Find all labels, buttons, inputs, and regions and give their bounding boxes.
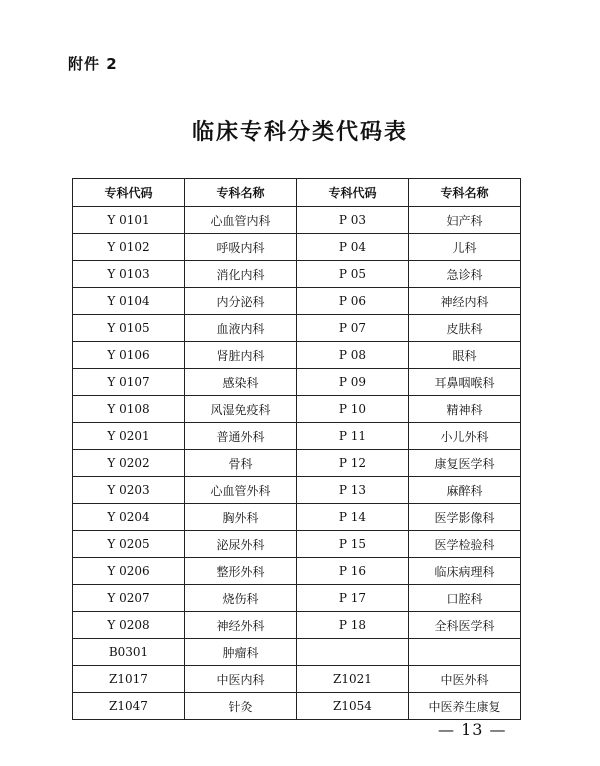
code-cell: P 10 (297, 396, 409, 423)
code-cell: Y 0205 (73, 531, 185, 558)
table-row (73, 477, 521, 504)
name-cell: 皮肤科 (409, 315, 521, 342)
name-cell: 感染科 (185, 369, 297, 396)
table-row (73, 585, 521, 612)
table-row (73, 342, 521, 369)
code-cell: Y 0105 (73, 315, 185, 342)
table-row (73, 369, 521, 396)
name-cell: 耳鼻咽喉科 (409, 369, 521, 396)
header-code-1: 专科代码 (73, 179, 185, 207)
code-cell: P 08 (297, 342, 409, 369)
code-cell: P 04 (297, 234, 409, 261)
code-cell: Y 0101 (73, 207, 185, 234)
name-cell: 肿瘤科 (185, 639, 297, 666)
table-row (73, 693, 521, 720)
code-cell: Y 0106 (73, 342, 185, 369)
table-header-row (73, 179, 521, 207)
code-cell: P 14 (297, 504, 409, 531)
header-name-1: 专科名称 (185, 179, 297, 207)
table-row (73, 504, 521, 531)
name-cell: 急诊科 (409, 261, 521, 288)
name-cell: 口腔科 (409, 585, 521, 612)
name-cell: 针灸 (185, 693, 297, 720)
table-row (73, 423, 521, 450)
table-body (73, 207, 521, 720)
code-cell: Z1017 (73, 666, 185, 693)
table-row (73, 558, 521, 585)
name-cell: 风湿免疫科 (185, 396, 297, 423)
code-cell: B0301 (73, 639, 185, 666)
header-name-2: 专科名称 (409, 179, 521, 207)
code-cell: Z1054 (297, 693, 409, 720)
name-cell: 中医内科 (185, 666, 297, 693)
name-cell: 消化内科 (185, 261, 297, 288)
name-cell: 小儿外科 (409, 423, 521, 450)
code-cell: Y 0108 (73, 396, 185, 423)
header-code-2: 专科代码 (297, 179, 409, 207)
table-row (73, 207, 521, 234)
table-row (73, 639, 521, 666)
code-cell: P 13 (297, 477, 409, 504)
name-cell: 精神科 (409, 396, 521, 423)
code-cell: Z1021 (297, 666, 409, 693)
code-cell: Y 0107 (73, 369, 185, 396)
name-cell: 眼科 (409, 342, 521, 369)
page-number: — 13 — (438, 720, 507, 739)
table-row (73, 396, 521, 423)
code-cell: P 18 (297, 612, 409, 639)
code-cell: Z1047 (73, 693, 185, 720)
name-cell: 肾脏内科 (185, 342, 297, 369)
code-cell: P 05 (297, 261, 409, 288)
name-cell: 心血管内科 (185, 207, 297, 234)
table-row (73, 666, 521, 693)
name-cell: 普通外科 (185, 423, 297, 450)
specialty-code-table (72, 178, 521, 720)
code-cell: P 17 (297, 585, 409, 612)
name-cell: 麻醉科 (409, 477, 521, 504)
name-cell: 医学影像科 (409, 504, 521, 531)
name-cell: 骨科 (185, 450, 297, 477)
code-cell: P 09 (297, 369, 409, 396)
name-cell: 胸外科 (185, 504, 297, 531)
name-cell: 康复医学科 (409, 450, 521, 477)
name-cell: 神经外科 (185, 612, 297, 639)
name-cell: 医学检验科 (409, 531, 521, 558)
code-cell: Y 0202 (73, 450, 185, 477)
name-cell: 中医养生康复 (409, 693, 521, 720)
table-row (73, 288, 521, 315)
code-cell: Y 0102 (73, 234, 185, 261)
name-cell: 临床病理科 (409, 558, 521, 585)
name-cell: 血液内科 (185, 315, 297, 342)
code-cell: Y 0208 (73, 612, 185, 639)
code-cell: P 11 (297, 423, 409, 450)
code-cell: Y 0207 (73, 585, 185, 612)
table-row (73, 531, 521, 558)
code-cell: P 06 (297, 288, 409, 315)
name-cell: 整形外科 (185, 558, 297, 585)
code-cell: P 16 (297, 558, 409, 585)
name-cell: 烧伤科 (185, 585, 297, 612)
table-row (73, 234, 521, 261)
document-title: 临床专科分类代码表 (191, 120, 408, 145)
name-cell: 心血管外科 (185, 477, 297, 504)
table-row (73, 261, 521, 288)
name-cell: 中医外科 (409, 666, 521, 693)
name-cell: 呼吸内科 (185, 234, 297, 261)
table-row (73, 450, 521, 477)
code-cell: Y 0103 (73, 261, 185, 288)
code-cell: P 12 (297, 450, 409, 477)
name-cell: 全科医学科 (409, 612, 521, 639)
table-row (73, 612, 521, 639)
code-cell: P 15 (297, 531, 409, 558)
code-cell: Y 0206 (73, 558, 185, 585)
table-row (73, 315, 521, 342)
code-cell: Y 0104 (73, 288, 185, 315)
code-cell: P 07 (297, 315, 409, 342)
code-cell (297, 639, 409, 666)
name-cell: 神经内科 (409, 288, 521, 315)
code-cell: P 03 (297, 207, 409, 234)
attachment-label: 附件 2 (68, 55, 118, 73)
name-cell: 妇产科 (409, 207, 521, 234)
code-cell: Y 0204 (73, 504, 185, 531)
code-cell: Y 0201 (73, 423, 185, 450)
code-cell: Y 0203 (73, 477, 185, 504)
name-cell: 内分泌科 (185, 288, 297, 315)
name-cell: 儿科 (409, 234, 521, 261)
name-cell (409, 639, 521, 666)
name-cell: 泌尿外科 (185, 531, 297, 558)
